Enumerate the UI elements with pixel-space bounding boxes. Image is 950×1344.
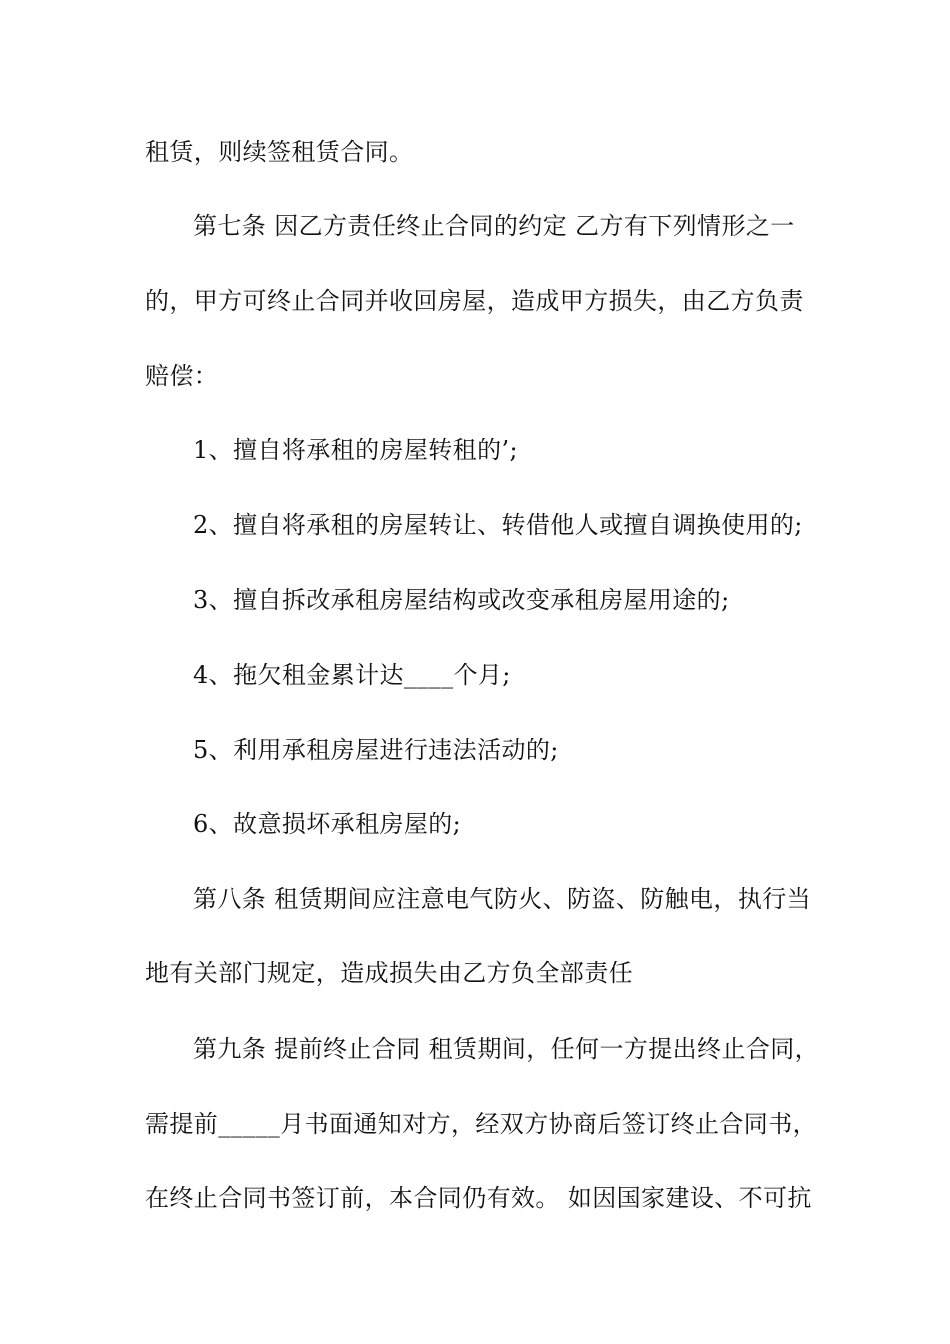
- text-line-12: 地有关部门规定，造成损失由乙方负全部责任: [145, 959, 633, 987]
- article-9-heading-line: 第九条 提前终止合同 租赁期间，任何一方提出终止合同，: [193, 1035, 820, 1063]
- list-item-2: 2、擅自将承租的房屋转让、转借他人或擅自调换使用的;: [193, 511, 803, 539]
- list-item-3: 3、擅自拆改承租房屋结构或改变承租房屋用途的;: [193, 586, 730, 614]
- list-item-5: 5、利用承租房屋进行违法活动的;: [193, 736, 559, 764]
- article-8-heading-line: 第八条 租赁期间应注意电气防火、防盗、防触电，执行当: [193, 885, 812, 913]
- list-item-1: 1、擅自将承租的房屋转租的’;: [193, 436, 518, 464]
- text-line-14: 需提前_____月书面通知对方，经双方协商后签订终止合同书，: [145, 1110, 817, 1138]
- article-7-heading-line: 第七条 因乙方责任终止合同的约定 乙方有下列情形之一: [193, 212, 795, 240]
- list-item-4: 4、拖欠租金累计达____个月;: [193, 661, 511, 689]
- text-line-1: 租赁，则续签租赁合同。: [145, 138, 414, 166]
- text-line-4: 赔偿：: [145, 362, 219, 390]
- list-item-6: 6、故意损坏承租房屋的;: [193, 810, 462, 838]
- text-line-3: 的，甲方可终止合同并收回房屋，造成甲方损失，由乙方负责: [145, 287, 804, 315]
- text-line-15: 在终止合同书签订前，本合同仍有效。 如因国家建设、不可抗: [145, 1184, 812, 1212]
